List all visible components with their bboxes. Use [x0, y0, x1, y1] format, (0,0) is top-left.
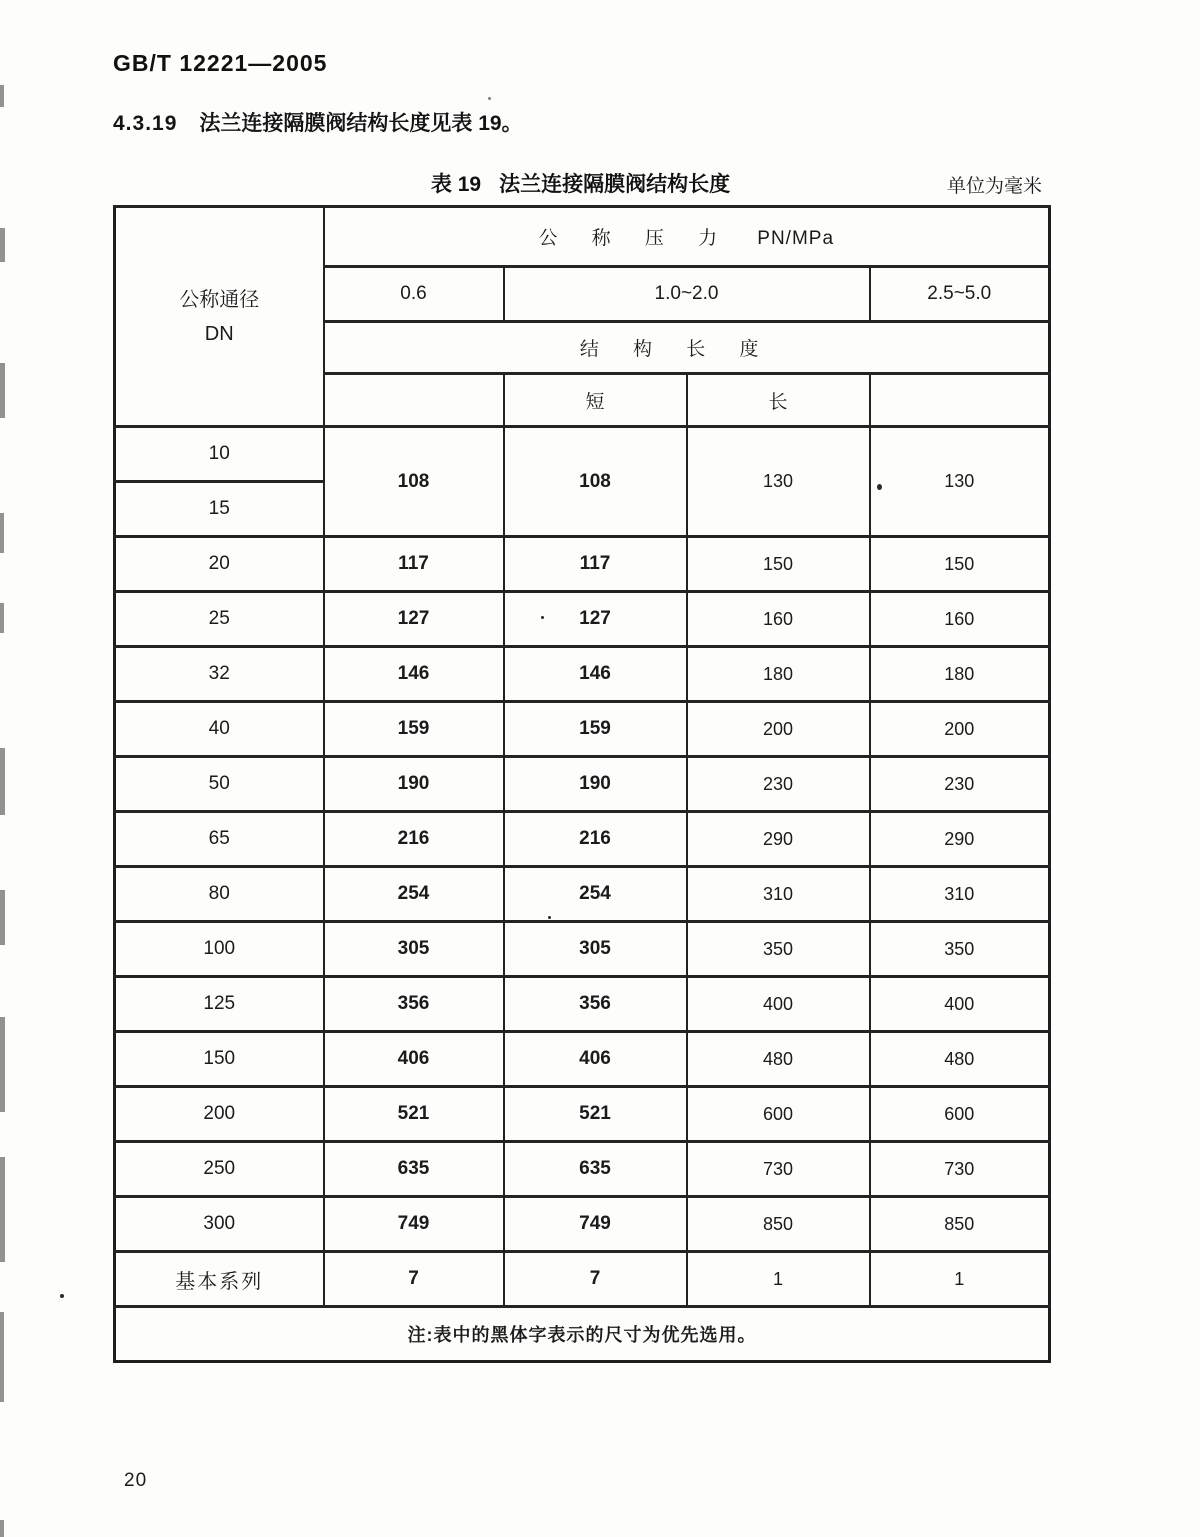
header-cell-pn-low: 0.6 — [324, 267, 504, 322]
value-cell: 730 — [870, 1142, 1050, 1197]
dn-cell: 250 — [115, 1142, 324, 1197]
table-row — [115, 1087, 1050, 1142]
dn-code: DN — [204, 322, 234, 345]
value-cell: 400 — [870, 977, 1050, 1032]
table-caption — [113, 168, 1048, 198]
value-cell: 230 — [870, 757, 1050, 812]
value-cell: 230 — [687, 757, 870, 812]
value-cell: 290 — [687, 812, 870, 867]
value-cell: 108 — [324, 427, 504, 537]
table-row-basic-series — [115, 1252, 1050, 1307]
dn-cell: 300 — [115, 1197, 324, 1252]
value-cell: 108 — [504, 427, 687, 537]
table-caption-bar — [113, 168, 1048, 200]
value-cell: 254 — [504, 867, 687, 922]
page-number: 20 — [124, 1470, 148, 1491]
value-cell: 635 — [324, 1142, 504, 1197]
value-cell: 159 — [504, 702, 687, 757]
table-row-dn10 — [115, 427, 1050, 482]
header-cell-dn — [115, 207, 324, 427]
value-cell: 160 — [870, 592, 1050, 647]
value-cell: 127 — [324, 592, 504, 647]
table-note-row — [115, 1307, 1050, 1362]
ink-speck — [488, 97, 491, 100]
ink-speck — [877, 484, 882, 490]
table-caption-number: 表 19 — [430, 173, 482, 196]
value-cell: 480 — [687, 1032, 870, 1087]
dn-cell: 100 — [115, 922, 324, 977]
ink-speck — [548, 916, 551, 919]
clause-number: 4.3.19 — [113, 112, 178, 135]
clause-text: 法兰连接隔膜阀结构长度见表 19。 — [199, 112, 523, 135]
value-cell: 130 — [687, 427, 870, 537]
value-cell: 254 — [324, 867, 504, 922]
length-title: 结构长度 — [579, 339, 793, 360]
standard-number: GB/T 12221—2005 — [113, 50, 328, 76]
header-cell-length — [324, 322, 1050, 374]
table-row — [115, 922, 1050, 977]
value-cell: 150 — [870, 537, 1050, 592]
table-caption-title: 法兰连接隔膜阀结构长度 — [499, 173, 731, 196]
value-cell: 130 — [870, 427, 1050, 537]
clause-line — [113, 107, 523, 137]
table-row — [115, 702, 1050, 757]
scan-edge-mark — [0, 513, 4, 553]
value-cell: 7 — [504, 1252, 687, 1307]
dn-cell: 20 — [115, 537, 324, 592]
header-cell-blank-left — [324, 374, 504, 427]
table-row — [115, 1197, 1050, 1252]
dn-cell: 40 — [115, 702, 324, 757]
table-row — [115, 647, 1050, 702]
value-cell: 1 — [687, 1252, 870, 1307]
value-cell: 406 — [504, 1032, 687, 1087]
value-cell: 190 — [324, 757, 504, 812]
value-cell: 1 — [870, 1252, 1050, 1307]
dn-cell: 10 — [115, 427, 324, 482]
header-cell-long: 长 — [687, 374, 870, 427]
value-cell: 635 — [504, 1142, 687, 1197]
table-row — [115, 977, 1050, 1032]
dn-cell: 25 — [115, 592, 324, 647]
value-cell: 521 — [504, 1087, 687, 1142]
table-row — [115, 537, 1050, 592]
ink-speck — [541, 616, 544, 619]
scan-edge-mark — [0, 748, 5, 815]
value-cell: 850 — [687, 1197, 870, 1252]
table-row — [115, 1032, 1050, 1087]
value-cell: 200 — [687, 702, 870, 757]
header-cell-blank-right — [870, 374, 1050, 427]
scan-edge-mark — [0, 228, 5, 262]
table-row — [115, 592, 1050, 647]
value-cell: 356 — [504, 977, 687, 1032]
dn-cell: 125 — [115, 977, 324, 1032]
dn-cell: 32 — [115, 647, 324, 702]
dn-title: 公称通径 — [179, 288, 260, 311]
header-cell-pn-mid: 1.0~2.0 — [504, 267, 870, 322]
dn-cell: 15 — [115, 482, 324, 537]
value-cell: 146 — [324, 647, 504, 702]
dn-cell: 200 — [115, 1087, 324, 1142]
value-cell: 7 — [324, 1252, 504, 1307]
value-cell: 200 — [870, 702, 1050, 757]
dn-cell: 150 — [115, 1032, 324, 1087]
value-cell: 356 — [324, 977, 504, 1032]
header-cell-short: 短 — [504, 374, 687, 427]
header-cell-pressure — [324, 207, 1050, 267]
dn-cell: 65 — [115, 812, 324, 867]
value-cell: 305 — [504, 922, 687, 977]
value-cell: 190 — [504, 757, 687, 812]
scan-edge-mark — [0, 603, 4, 633]
value-cell: 600 — [687, 1087, 870, 1142]
value-cell: 180 — [687, 647, 870, 702]
value-cell: 216 — [324, 812, 504, 867]
scan-edge-mark — [0, 1520, 4, 1537]
value-cell: 305 — [324, 922, 504, 977]
value-cell: 850 — [870, 1197, 1050, 1252]
pressure-title: 公称压力 — [538, 228, 752, 249]
value-cell: 400 — [687, 977, 870, 1032]
header-cell-pn-high: 2.5~5.0 — [870, 267, 1050, 322]
value-cell: 310 — [687, 867, 870, 922]
value-cell: 146 — [504, 647, 687, 702]
value-cell: 480 — [870, 1032, 1050, 1087]
value-cell: 730 — [687, 1142, 870, 1197]
scan-edge-mark — [0, 890, 5, 945]
table-row — [115, 1142, 1050, 1197]
series-label-cell: 基本系列 — [115, 1252, 324, 1307]
value-cell: 216 — [504, 812, 687, 867]
value-cell: 160 — [687, 592, 870, 647]
header-row-pressure — [115, 207, 1050, 267]
value-cell: 310 — [870, 867, 1050, 922]
table-row — [115, 757, 1050, 812]
value-cell: 350 — [870, 922, 1050, 977]
value-cell: 406 — [324, 1032, 504, 1087]
scan-edge-mark — [0, 1017, 5, 1112]
ink-speck — [60, 1294, 64, 1298]
pressure-unit: PN/MPa — [757, 228, 835, 249]
dn-cell: 80 — [115, 867, 324, 922]
table-row — [115, 867, 1050, 922]
scan-edge-mark — [0, 1312, 4, 1402]
unit-label: 单位为毫米 — [946, 176, 1042, 197]
scan-edge-mark — [0, 85, 4, 107]
value-cell: 117 — [324, 537, 504, 592]
table-row — [115, 812, 1050, 867]
value-cell: 600 — [870, 1087, 1050, 1142]
value-cell: 159 — [324, 702, 504, 757]
value-cell: 290 — [870, 812, 1050, 867]
value-cell: 180 — [870, 647, 1050, 702]
value-cell: 749 — [504, 1197, 687, 1252]
value-cell: 521 — [324, 1087, 504, 1142]
dn-cell: 50 — [115, 757, 324, 812]
value-cell: 749 — [324, 1197, 504, 1252]
scan-edge-mark — [0, 363, 5, 418]
value-cell: 350 — [687, 922, 870, 977]
value-cell: 150 — [687, 537, 870, 592]
scan-edge-mark — [0, 1157, 5, 1262]
value-cell: 117 — [504, 537, 687, 592]
value-cell: 127 — [504, 592, 687, 647]
table-note: 注:表中的黑体字表示的尺寸为优先选用。 — [115, 1307, 1050, 1362]
structure-length-table — [113, 205, 1051, 1363]
